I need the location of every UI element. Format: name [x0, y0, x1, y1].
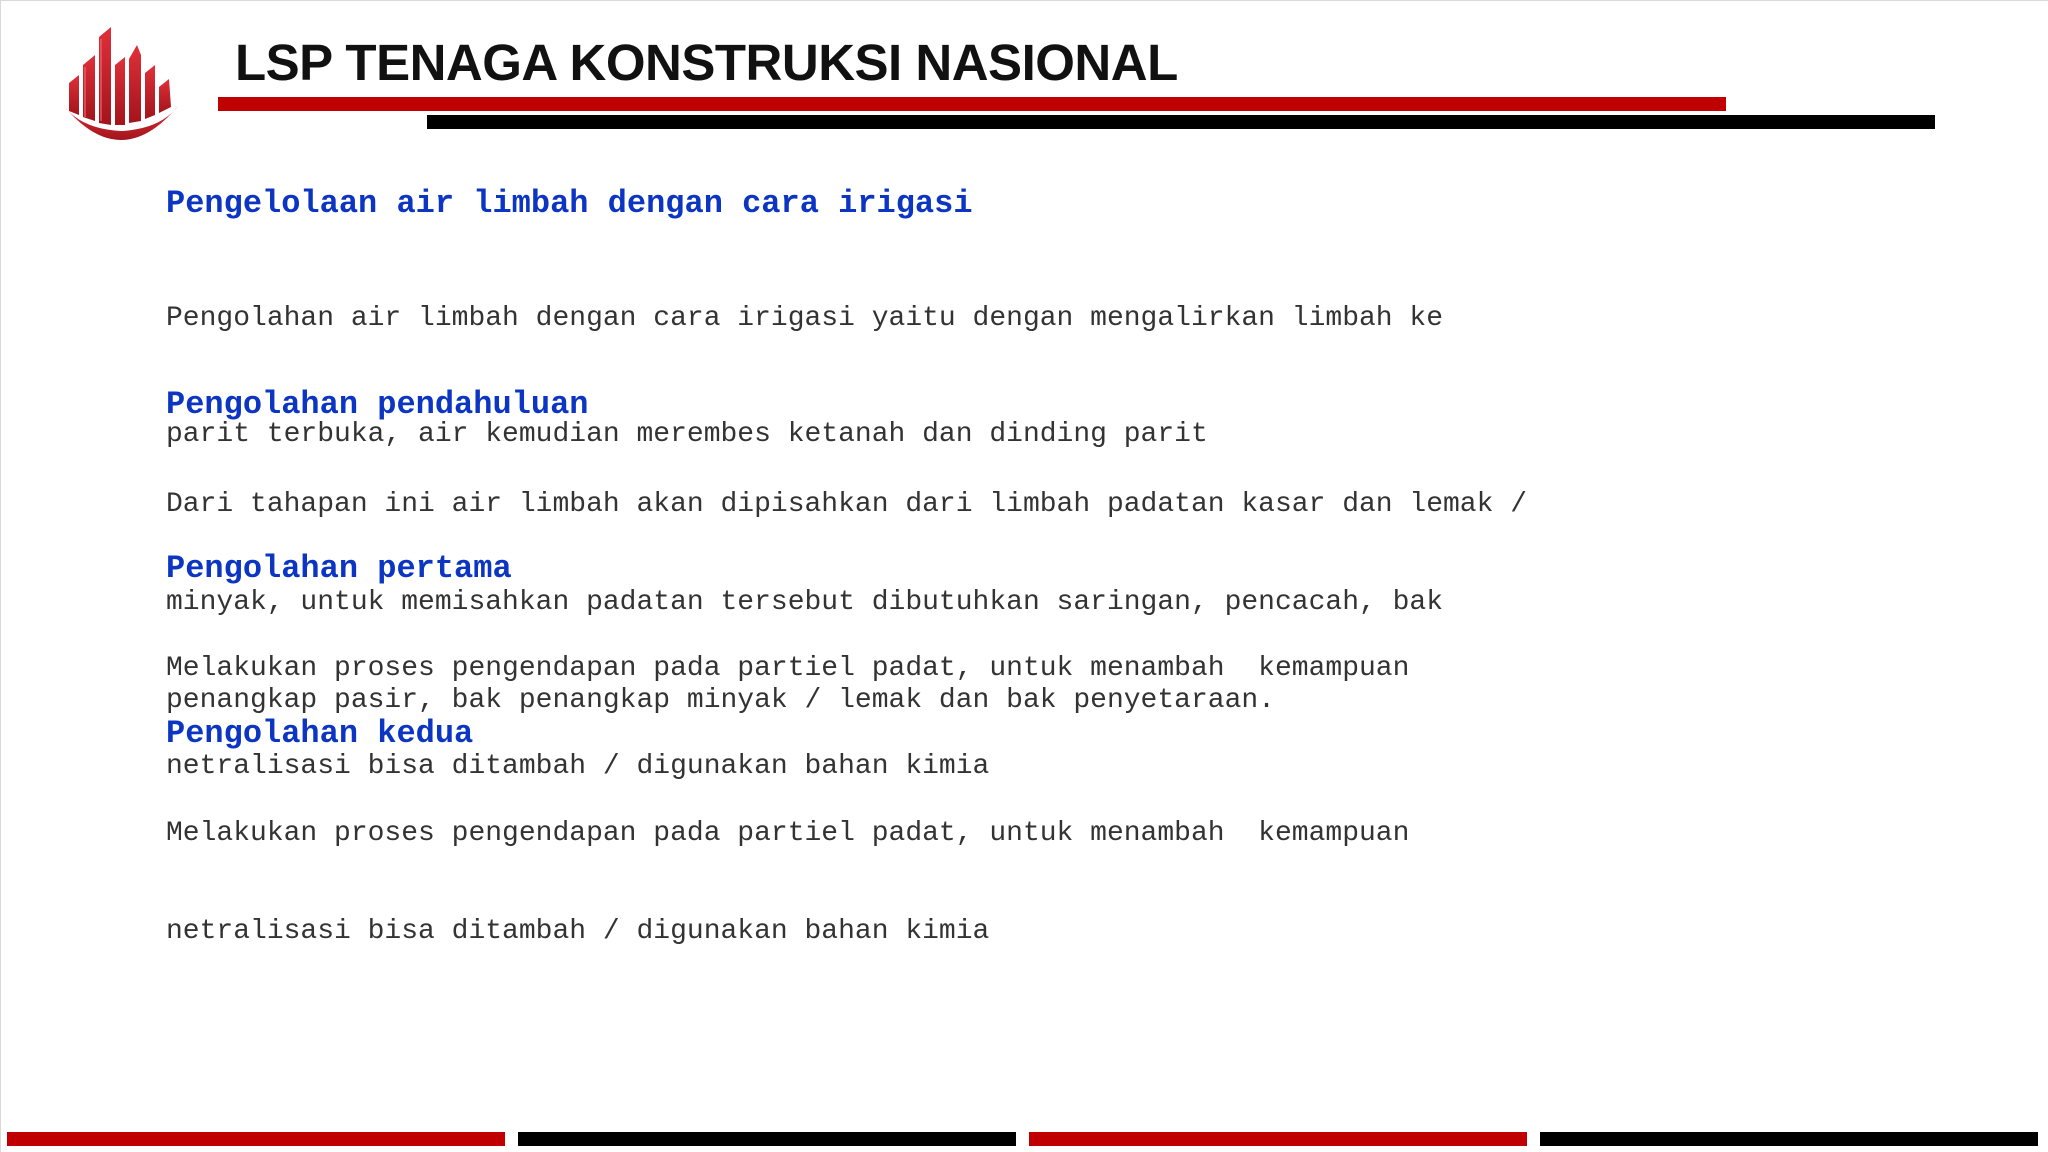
page-title: LSP TENAGA KONSTRUKSI NASIONAL — [235, 34, 1178, 91]
body-line: Pengolahan air limbah dengan cara irigasi yaitu dengan mengalirkan limbah ke — [166, 303, 1444, 334]
body-line: Melakukan proses pengendapan pada partiel padat, untuk menambah kemampuan — [166, 653, 1410, 684]
body-line: penangkap pasir, bak penangkap minyak / lemak dan bak penyetaraan. — [166, 685, 1275, 716]
header-red-divider — [218, 97, 1726, 111]
header-black-divider — [427, 115, 1935, 129]
footer-black-bar — [1540, 1132, 2038, 1146]
section-heading-pertama: Pengolahan pertama — [166, 550, 512, 587]
body-line: netralisasi bisa ditambah / digunakan bahan kimia — [166, 751, 990, 782]
body-line: minyak, untuk memisahkan padatan tersebut dibutuhkan saringan, pencacah, bak — [166, 587, 1444, 618]
footer-red-bar — [1029, 1132, 1527, 1146]
section-heading-irigasi: Pengelolaan air limbah dengan cara irigasi — [166, 185, 973, 222]
section-body-kedua — [166, 754, 1409, 1012]
body-line: Dari tahapan ini air limbah akan dipisahkan dari limbah padatan kasar dan lemak / — [166, 489, 1528, 520]
body-line: Melakukan proses pengendapan pada partiel padat, untuk menambah kemampuan — [166, 818, 1410, 849]
section-heading-pendahuluan: Pengolahan pendahuluan — [166, 386, 589, 423]
section-heading-kedua: Pengolahan kedua — [166, 715, 474, 752]
body-line: parit terbuka, air kemudian merembes ketanah dan dinding parit — [166, 419, 1208, 450]
footer-black-bar — [518, 1132, 1016, 1146]
building-logo-icon — [61, 25, 181, 143]
footer-red-bar — [7, 1132, 505, 1146]
body-line: netralisasi bisa ditambah / digunakan bahan kimia — [166, 916, 990, 947]
